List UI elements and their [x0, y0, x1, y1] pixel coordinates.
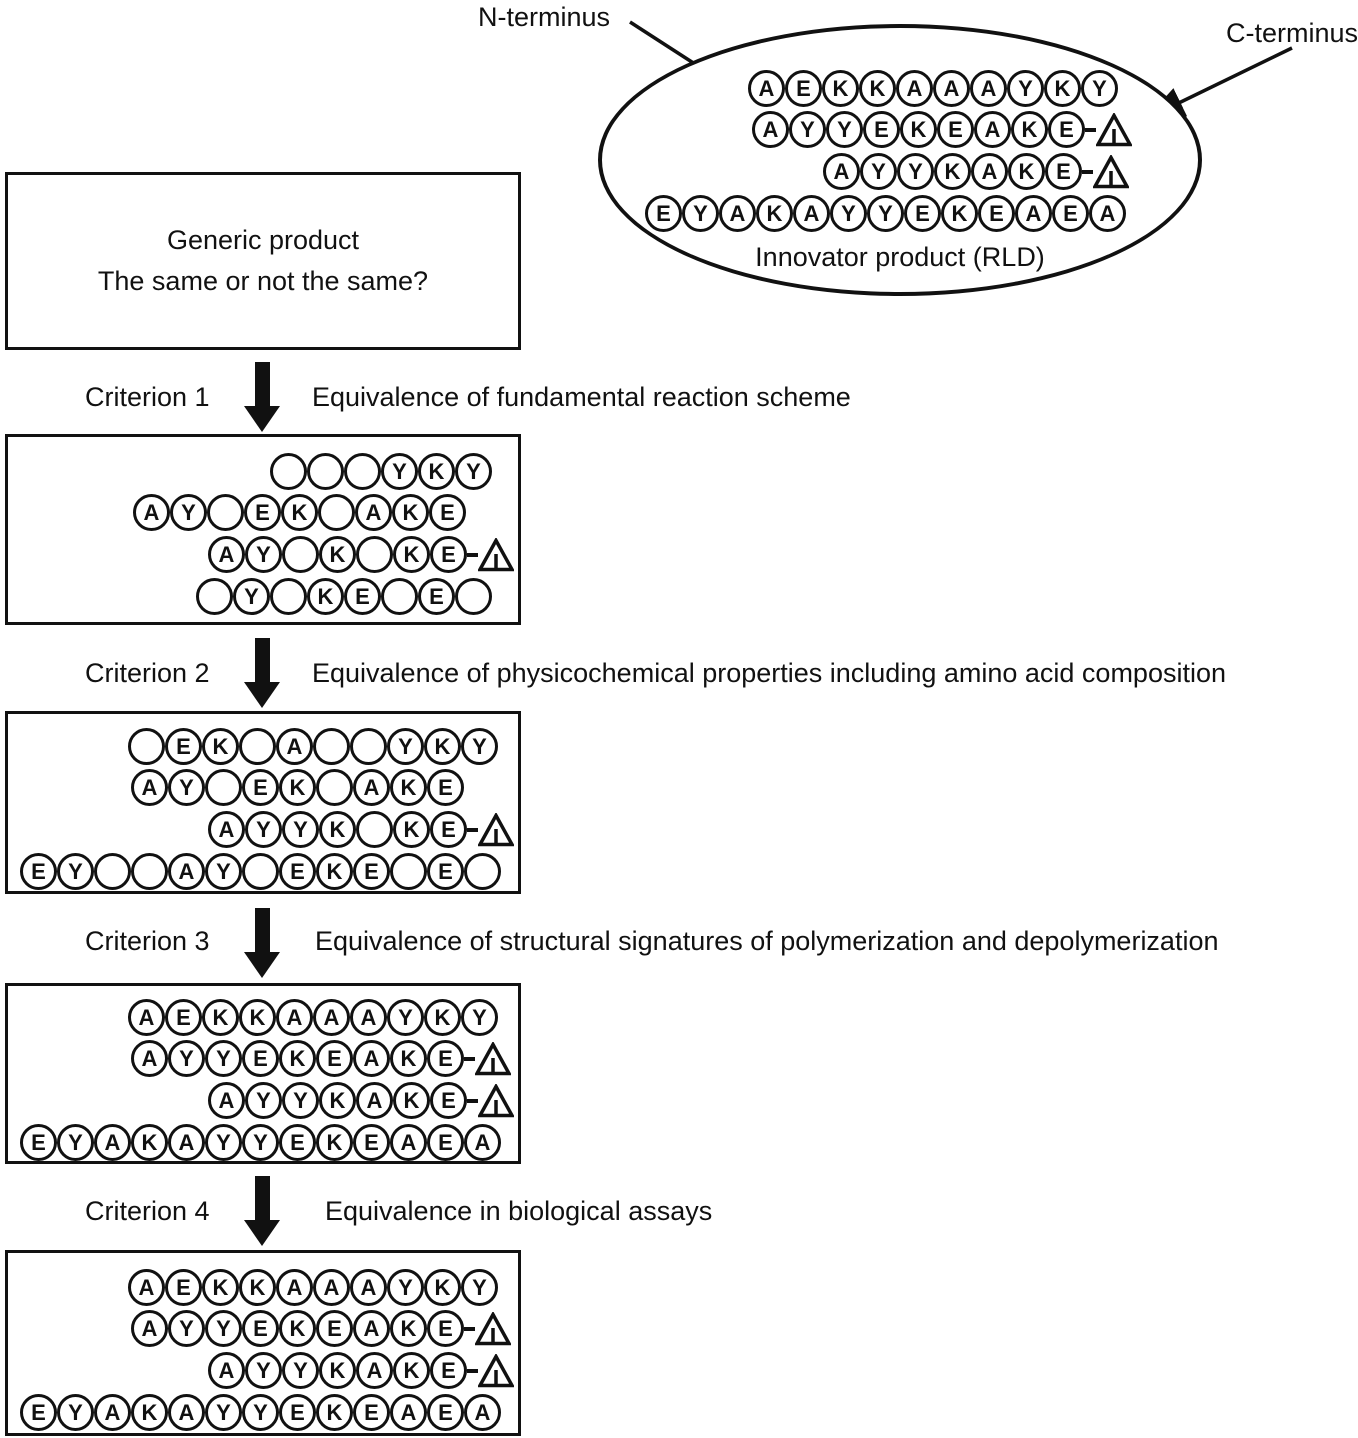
- residue-circle-a: A: [793, 195, 830, 232]
- residue-circle-k: K: [239, 1269, 276, 1306]
- residue-circle-e: E: [904, 195, 941, 232]
- residue-circle-k: K: [319, 811, 356, 848]
- residue-circle-a: A: [94, 1394, 131, 1431]
- residue-circle-a: A: [1015, 195, 1052, 232]
- criterion-1-label: Criterion 1: [85, 382, 210, 412]
- empty-residue-circle: [307, 453, 344, 490]
- residue-circle-e: E: [165, 999, 202, 1036]
- residue-circle-y: Y: [170, 494, 207, 531]
- empty-residue-circle: [381, 578, 418, 615]
- terminus-triangle-icon: [1093, 155, 1129, 189]
- residue-circle-y: Y: [205, 1124, 242, 1161]
- residue-circle-e: E: [316, 1040, 353, 1077]
- terminus-connector: [467, 828, 478, 832]
- residue-circle-y: Y: [1007, 70, 1044, 107]
- empty-residue-circle: [390, 853, 427, 890]
- residue-circle-k: K: [418, 453, 455, 490]
- empty-residue-circle: [282, 536, 319, 573]
- empty-residue-circle: [207, 494, 244, 531]
- panel-after-criterion-3: [5, 983, 521, 1164]
- residue-circle-e: E: [427, 1394, 464, 1431]
- residue-circle-a: A: [970, 70, 1007, 107]
- residue-circle-e: E: [863, 111, 900, 148]
- terminus-connector: [464, 1327, 475, 1331]
- residue-circle-y: Y: [455, 453, 492, 490]
- innovator-row-4: [645, 195, 1126, 232]
- innovator-row-1: [748, 70, 1118, 107]
- residue-circle-a: A: [390, 1394, 427, 1431]
- residue-circle-a: A: [356, 1352, 393, 1389]
- terminus-connector: [467, 553, 478, 557]
- panel3-row-2: [131, 1040, 511, 1077]
- terminus-triangle-icon: [478, 1354, 514, 1388]
- residue-circle-e: E: [20, 1394, 57, 1431]
- residue-circle-a: A: [748, 70, 785, 107]
- residue-circle-y: Y: [789, 111, 826, 148]
- residue-circle-e: E: [344, 578, 381, 615]
- residue-circle-e: E: [785, 70, 822, 107]
- residue-circle-e: E: [430, 1352, 467, 1389]
- residue-circle-k: K: [131, 1124, 168, 1161]
- residue-circle-a: A: [133, 494, 170, 531]
- residue-circle-a: A: [752, 111, 789, 148]
- residue-circle-k: K: [393, 1082, 430, 1119]
- residue-circle-a: A: [464, 1394, 501, 1431]
- residue-circle-k: K: [202, 728, 239, 765]
- residue-circle-y: Y: [1081, 70, 1118, 107]
- residue-circle-k: K: [131, 1394, 168, 1431]
- residue-circle-k: K: [390, 1310, 427, 1347]
- residue-circle-y: Y: [242, 1394, 279, 1431]
- residue-circle-k: K: [934, 153, 971, 190]
- residue-circle-k: K: [202, 1269, 239, 1306]
- panel-after-criterion-1: [5, 434, 521, 625]
- flow-arrow-shaft: [255, 908, 270, 952]
- panel-after-criterion-2: [5, 711, 521, 894]
- residue-circle-k: K: [822, 70, 859, 107]
- residue-circle-k: K: [319, 536, 356, 573]
- residue-circle-e: E: [242, 1040, 279, 1077]
- panel-after-criterion-4: [5, 1250, 521, 1436]
- residue-circle-k: K: [900, 111, 937, 148]
- empty-residue-circle: [242, 853, 279, 890]
- residue-circle-a: A: [208, 536, 245, 573]
- residue-circle-k: K: [281, 494, 318, 531]
- criterion-1-description: Equivalence of fundamental reaction scheme: [312, 382, 851, 412]
- flow-arrow-shaft: [255, 1176, 270, 1220]
- residue-circle-k: K: [393, 1352, 430, 1389]
- generic-box-line1: Generic product: [166, 225, 360, 255]
- residue-circle-y: Y: [830, 195, 867, 232]
- residue-circle-k: K: [392, 494, 429, 531]
- terminus-triangle-icon: [1096, 113, 1132, 147]
- residue-circle-k: K: [390, 769, 427, 806]
- residue-circle-y: Y: [387, 999, 424, 1036]
- residue-circle-y: Y: [682, 195, 719, 232]
- residue-circle-k: K: [424, 999, 461, 1036]
- residue-circle-a: A: [353, 769, 390, 806]
- residue-circle-a: A: [276, 1269, 313, 1306]
- residue-circle-e: E: [1045, 153, 1082, 190]
- criterion-2-label: Criterion 2: [85, 658, 210, 688]
- panel1-row-1: [270, 453, 492, 490]
- residue-circle-y: Y: [57, 1394, 94, 1431]
- residue-circle-a: A: [350, 999, 387, 1036]
- residue-circle-a: A: [168, 1124, 205, 1161]
- residue-circle-a: A: [971, 153, 1008, 190]
- residue-circle-a: A: [131, 1040, 168, 1077]
- residue-circle-a: A: [464, 1124, 501, 1161]
- flow-arrow-head: [244, 682, 280, 708]
- residue-circle-k: K: [756, 195, 793, 232]
- residue-circle-a: A: [276, 728, 313, 765]
- residue-circle-k: K: [279, 1040, 316, 1077]
- residue-circle-a: A: [1089, 195, 1126, 232]
- innovator-row-3: [823, 153, 1129, 190]
- residue-circle-e: E: [645, 195, 682, 232]
- residue-circle-e: E: [20, 1124, 57, 1161]
- panel3-row-3: [208, 1082, 514, 1119]
- terminus-triangle-icon: [478, 1084, 514, 1118]
- terminus-connector: [467, 1099, 478, 1103]
- residue-circle-e: E: [427, 853, 464, 890]
- residue-circle-y: Y: [860, 153, 897, 190]
- residue-circle-a: A: [356, 1082, 393, 1119]
- residue-circle-e: E: [353, 1124, 390, 1161]
- criterion-4-description: Equivalence in biological assays: [325, 1196, 713, 1226]
- residue-circle-a: A: [719, 195, 756, 232]
- residue-circle-y: Y: [205, 1394, 242, 1431]
- residue-circle-y: Y: [168, 769, 205, 806]
- panel2-row-4: [20, 853, 501, 890]
- residue-circle-e: E: [937, 111, 974, 148]
- innovator-row-2: [752, 111, 1132, 148]
- residue-circle-k: K: [202, 999, 239, 1036]
- residue-circle-k: K: [424, 1269, 461, 1306]
- residue-circle-k: K: [1008, 153, 1045, 190]
- residue-circle-y: Y: [205, 1310, 242, 1347]
- panel2-row-2: [131, 769, 464, 806]
- residue-circle-y: Y: [245, 1082, 282, 1119]
- residue-circle-y: Y: [867, 195, 904, 232]
- residue-circle-k: K: [390, 1040, 427, 1077]
- panel1-row-3: [208, 536, 514, 573]
- residue-circle-y: Y: [461, 999, 498, 1036]
- residue-circle-y: Y: [233, 578, 270, 615]
- residue-circle-e: E: [316, 1310, 353, 1347]
- terminus-triangle-icon: [478, 813, 514, 847]
- residue-circle-e: E: [279, 1394, 316, 1431]
- residue-circle-y: Y: [282, 1352, 319, 1389]
- flow-arrow-3: [244, 908, 280, 978]
- empty-residue-circle: [356, 811, 393, 848]
- residue-circle-e: E: [427, 1310, 464, 1347]
- residue-circle-y: Y: [168, 1040, 205, 1077]
- residue-circle-y: Y: [282, 811, 319, 848]
- empty-residue-circle: [356, 536, 393, 573]
- residue-circle-a: A: [128, 999, 165, 1036]
- residue-circle-e: E: [429, 494, 466, 531]
- terminus-connector: [467, 1369, 478, 1373]
- residue-circle-k: K: [859, 70, 896, 107]
- flow-arrow-2: [244, 638, 280, 708]
- residue-circle-y: Y: [57, 1124, 94, 1161]
- residue-circle-y: Y: [387, 728, 424, 765]
- residue-circle-y: Y: [168, 1310, 205, 1347]
- residue-circle-y: Y: [245, 536, 282, 573]
- empty-residue-circle: [464, 853, 501, 890]
- empty-residue-circle: [270, 453, 307, 490]
- panel3-row-1: [128, 999, 498, 1036]
- residue-circle-a: A: [313, 999, 350, 1036]
- residue-circle-k: K: [424, 728, 461, 765]
- n-terminus-label: N-terminus: [478, 2, 611, 32]
- flow-arrow-head: [244, 406, 280, 432]
- empty-residue-circle: [131, 853, 168, 890]
- residue-circle-k: K: [319, 1082, 356, 1119]
- residue-circle-y: Y: [242, 1124, 279, 1161]
- residue-circle-k: K: [393, 811, 430, 848]
- residue-circle-y: Y: [387, 1269, 424, 1306]
- panel1-row-4: [196, 578, 492, 615]
- empty-residue-circle: [344, 453, 381, 490]
- residue-circle-e: E: [242, 769, 279, 806]
- generic-product-box: [5, 172, 521, 350]
- criterion-3-label: Criterion 3: [85, 926, 210, 956]
- residue-circle-k: K: [307, 578, 344, 615]
- panel3-row-4: [20, 1124, 501, 1161]
- flow-arrow-head: [244, 952, 280, 978]
- residue-circle-y: Y: [461, 728, 498, 765]
- terminus-connector: [1085, 128, 1096, 132]
- residue-circle-e: E: [244, 494, 281, 531]
- empty-residue-circle: [205, 769, 242, 806]
- residue-circle-e: E: [165, 728, 202, 765]
- terminus-connector: [1082, 170, 1093, 174]
- residue-circle-e: E: [427, 1040, 464, 1077]
- generic-box-line2: The same or not the same?: [97, 266, 429, 296]
- residue-circle-a: A: [94, 1124, 131, 1161]
- empty-residue-circle: [318, 494, 355, 531]
- criterion-3-description: Equivalence of structural signatures of polymerization and depolymerization: [315, 926, 1219, 956]
- residue-circle-y: Y: [245, 811, 282, 848]
- empty-residue-circle: [128, 728, 165, 765]
- residue-circle-e: E: [353, 1394, 390, 1431]
- residue-circle-a: A: [208, 811, 245, 848]
- empty-residue-circle: [350, 728, 387, 765]
- residue-circle-a: A: [313, 1269, 350, 1306]
- residue-circle-e: E: [430, 1082, 467, 1119]
- residue-circle-a: A: [168, 1394, 205, 1431]
- residue-circle-e: E: [427, 769, 464, 806]
- terminus-triangle-icon: [475, 1042, 511, 1076]
- residue-circle-y: Y: [826, 111, 863, 148]
- residue-circle-a: A: [390, 1124, 427, 1161]
- residue-circle-e: E: [279, 853, 316, 890]
- residue-circle-y: Y: [282, 1082, 319, 1119]
- residue-circle-k: K: [941, 195, 978, 232]
- residue-circle-y: Y: [897, 153, 934, 190]
- residue-circle-e: E: [279, 1124, 316, 1161]
- panel4-row-1: [128, 1269, 498, 1306]
- empty-residue-circle: [239, 728, 276, 765]
- residue-circle-y: Y: [205, 1040, 242, 1077]
- panel4-row-4: [20, 1394, 501, 1431]
- residue-circle-a: A: [353, 1310, 390, 1347]
- residue-circle-a: A: [131, 769, 168, 806]
- panel4-row-2: [131, 1310, 511, 1347]
- residue-circle-y: Y: [461, 1269, 498, 1306]
- residue-circle-a: A: [896, 70, 933, 107]
- residue-circle-k: K: [316, 1124, 353, 1161]
- residue-circle-a: A: [353, 1040, 390, 1077]
- residue-circle-k: K: [1044, 70, 1081, 107]
- panel4-row-3: [208, 1352, 514, 1389]
- panel2-row-1: [128, 728, 498, 765]
- residue-circle-a: A: [168, 853, 205, 890]
- flow-arrow-shaft: [255, 362, 270, 406]
- residue-circle-e: E: [427, 1124, 464, 1161]
- flow-arrow-shaft: [255, 638, 270, 682]
- residue-circle-a: A: [355, 494, 392, 531]
- terminus-triangle-icon: [478, 538, 514, 572]
- terminus-triangle-icon: [475, 1312, 511, 1346]
- residue-circle-k: K: [393, 536, 430, 573]
- panel1-row-2: [133, 494, 466, 531]
- residue-circle-e: E: [978, 195, 1015, 232]
- residue-circle-a: A: [933, 70, 970, 107]
- residue-circle-k: K: [239, 999, 276, 1036]
- residue-circle-e: E: [353, 853, 390, 890]
- residue-circle-k: K: [1011, 111, 1048, 148]
- residue-circle-k: K: [279, 1310, 316, 1347]
- residue-circle-e: E: [242, 1310, 279, 1347]
- residue-circle-a: A: [208, 1352, 245, 1389]
- empty-residue-circle: [455, 578, 492, 615]
- residue-circle-y: Y: [381, 453, 418, 490]
- residue-circle-k: K: [279, 769, 316, 806]
- empty-residue-circle: [94, 853, 131, 890]
- residue-circle-a: A: [131, 1310, 168, 1347]
- residue-circle-y: Y: [57, 853, 94, 890]
- empty-residue-circle: [270, 578, 307, 615]
- residue-circle-a: A: [350, 1269, 387, 1306]
- terminus-connector: [464, 1057, 475, 1061]
- empty-residue-circle: [196, 578, 233, 615]
- residue-circle-k: K: [316, 853, 353, 890]
- innovator-label: Innovator product (RLD): [755, 242, 1045, 272]
- residue-circle-a: A: [276, 999, 313, 1036]
- residue-circle-a: A: [823, 153, 860, 190]
- residue-circle-e: E: [430, 536, 467, 573]
- flow-arrow-1: [244, 362, 280, 432]
- residue-circle-a: A: [208, 1082, 245, 1119]
- residue-circle-a: A: [974, 111, 1011, 148]
- residue-circle-e: E: [430, 811, 467, 848]
- empty-residue-circle: [313, 728, 350, 765]
- criterion-2-description: Equivalence of physicochemical properties including amino acid composition: [312, 658, 1226, 688]
- panel2-row-3: [208, 811, 514, 848]
- residue-circle-e: E: [20, 853, 57, 890]
- residue-circle-y: Y: [245, 1352, 282, 1389]
- empty-residue-circle: [316, 769, 353, 806]
- residue-circle-a: A: [128, 1269, 165, 1306]
- flow-arrow-4: [244, 1176, 280, 1246]
- residue-circle-k: K: [319, 1352, 356, 1389]
- criterion-4-label: Criterion 4: [85, 1196, 210, 1226]
- residue-circle-y: Y: [205, 853, 242, 890]
- residue-circle-e: E: [1052, 195, 1089, 232]
- residue-circle-k: K: [316, 1394, 353, 1431]
- residue-circle-e: E: [1048, 111, 1085, 148]
- c-terminus-label: C-terminus: [1226, 18, 1358, 48]
- residue-circle-e: E: [165, 1269, 202, 1306]
- residue-circle-e: E: [418, 578, 455, 615]
- flow-arrow-head: [244, 1220, 280, 1246]
